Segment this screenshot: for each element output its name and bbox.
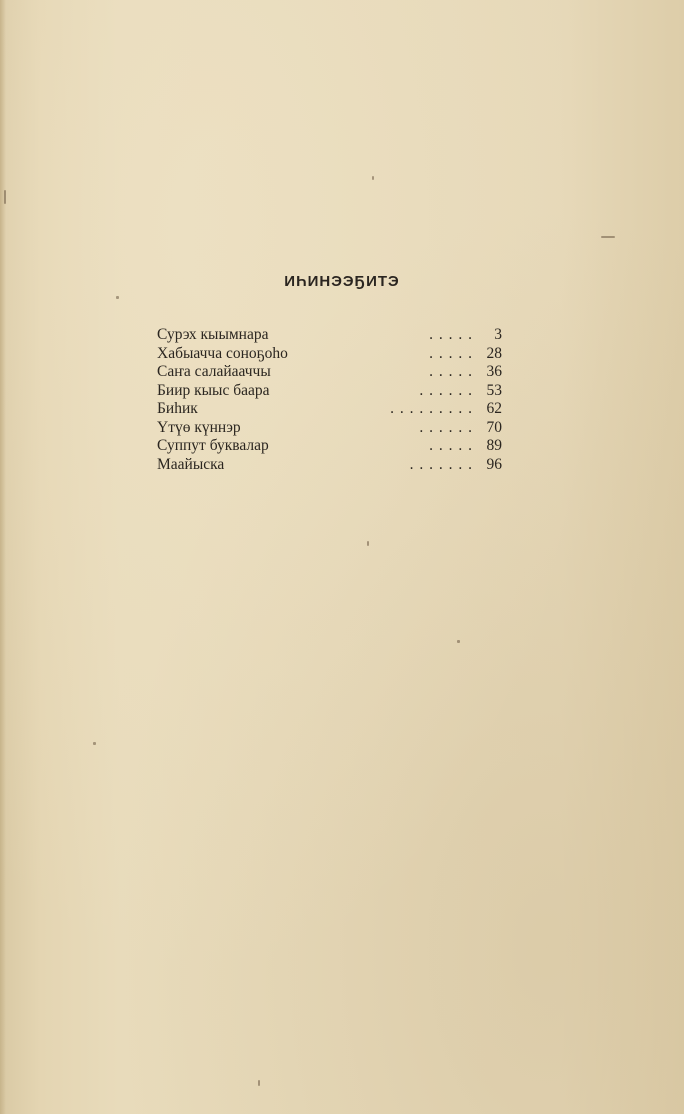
paper-speck [116, 296, 119, 299]
toc-entry-title: Хабыачча соноҕоһо [157, 344, 288, 362]
toc-entry-title: Саҥа салайааччы [157, 363, 271, 380]
table-of-contents [157, 326, 507, 474]
toc-leader-dots: . . . . . . [419, 381, 473, 399]
toc-page-number: 53 [486, 381, 502, 399]
toc-entry-title: Сурэх кыымнара [157, 326, 269, 343]
paper-speck [457, 640, 460, 643]
toc-entry [157, 382, 507, 401]
toc-entry [157, 326, 507, 345]
toc-page-number: 96 [486, 455, 502, 473]
toc-page-number: 28 [486, 344, 502, 362]
toc-entry [157, 419, 507, 438]
toc-entry [157, 437, 507, 456]
toc-leader-dots: . . . . . [429, 344, 473, 362]
toc-leader-dots: . . . . . . [419, 418, 473, 436]
page-edge [0, 0, 6, 1114]
toc-entry [157, 363, 507, 382]
paper-speck [4, 190, 6, 204]
toc-leader-dots: . . . . . [429, 363, 473, 380]
toc-leader-dots: . . . . . [429, 437, 473, 454]
toc-leader-dots: . . . . . . . [409, 455, 473, 473]
paper-speck [601, 236, 615, 238]
toc-entry [157, 345, 507, 364]
toc-entry-title: Маайыска [157, 455, 225, 473]
toc-entry [157, 400, 507, 419]
toc-entry-title: Биир кыыс баара [157, 381, 270, 399]
toc-entry-title: Биһик [157, 400, 198, 417]
paper-speck [93, 742, 96, 745]
toc-page-number: 62 [486, 400, 502, 417]
toc-page-number: 70 [486, 418, 502, 436]
toc-entry-title: Суппут буквалар [157, 437, 269, 454]
paper-speck [367, 541, 369, 546]
toc-leader-dots: . . . . . . . . . [390, 400, 473, 417]
toc-page-number: 89 [486, 437, 502, 454]
toc-page-number: 3 [494, 326, 502, 343]
paper-speck [372, 176, 374, 180]
paper-speck [258, 1080, 260, 1086]
toc-page-number: 36 [486, 363, 502, 380]
toc-entry-title: Үтүө күннэр [157, 418, 241, 436]
page-title: ИҺИНЭЭҔИТЭ [284, 273, 400, 290]
toc-entry [157, 456, 507, 475]
toc-leader-dots: . . . . . [429, 326, 473, 343]
